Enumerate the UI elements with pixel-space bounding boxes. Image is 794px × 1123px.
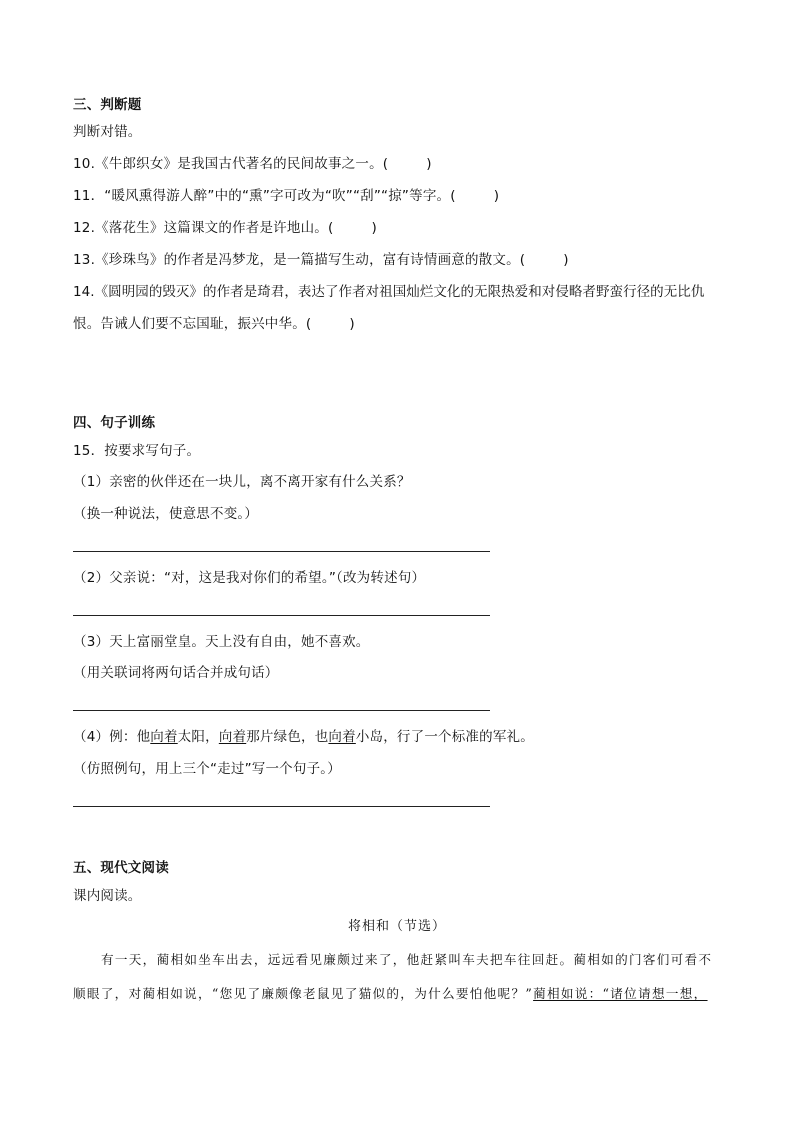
passage-text: 顺眼了，对蔺相如说，“您见了廉颇像老鼠见了猫似的，为什么要怕他呢？”: [73, 986, 534, 1001]
question-text: 12.《落花生》这篇课文的作者是许地山。(: [73, 220, 334, 236]
example-text: （4）例：他: [73, 729, 151, 745]
answer-line-3[interactable]: [73, 710, 490, 711]
question-text: 10.《牛郎织女》是我国古代著名的民间故事之一。(: [73, 156, 389, 172]
question-14-line-1: 14.《圆明园的毁灭》的作者是琦君，表达了作者对祖国灿烂文化的无限热爱和对侵略者野蛮行径的无比仇: [73, 284, 705, 300]
question-13: [73, 250, 569, 270]
close-paren: ): [371, 220, 377, 236]
question-12: [73, 218, 377, 238]
section-heading-judgment: 三、判断题: [73, 97, 142, 113]
close-paren: ): [563, 252, 569, 268]
question-15: 15．按要求写句子。: [73, 443, 201, 459]
subquestion-2: （2）父亲说：“对，这是我对你们的希望。”（改为转述句）: [73, 570, 426, 586]
underlined-word: 向着: [328, 729, 356, 745]
passage-title: 将相和（节选）: [347, 919, 446, 934]
section-heading-reading: 五、现代文阅读: [73, 860, 169, 876]
subquestion-4-requirement: （仿照例句，用上三个“走过”写一个句子。）: [73, 761, 341, 777]
subquestion-3-requirement: （用关联词将两句话合并成句话）: [73, 665, 279, 681]
close-paren: ): [426, 156, 432, 172]
passage-line-2: [73, 984, 708, 1004]
question-10: [73, 154, 432, 174]
passage-line-1: 有一天，蔺相如坐车出去，远远看见廉颇过来了，他赶紧叫车夫把车往回赶。蔺相如的门客们可看不: [101, 952, 713, 967]
underlined-passage-text: 蔺相如说：“诸位请想一想，: [533, 986, 708, 1001]
section-heading-sentence-training: 四、句子训练: [73, 415, 156, 431]
example-text: 那片绿色，也: [246, 729, 329, 745]
underlined-word: 向着: [218, 729, 247, 745]
question-11: [73, 186, 499, 206]
section-instruction: 判断对错。: [73, 124, 142, 140]
answer-line-4[interactable]: [73, 806, 490, 807]
subquestion-3: （3）天上富丽堂皇。天上没有自由，她不喜欢。: [73, 634, 370, 650]
close-paren: ): [493, 188, 500, 204]
question-text: 恨。告诫人们要不忘国耻，振兴中华。(: [73, 316, 312, 332]
example-text: 太阳，: [177, 729, 219, 745]
answer-line-1[interactable]: [73, 551, 490, 552]
subquestion-1-requirement: （换一种说法，使意思不变。）: [73, 506, 259, 522]
close-paren: ): [349, 316, 355, 332]
subquestion-4: [73, 727, 534, 747]
answer-line-2[interactable]: [73, 615, 490, 616]
example-text: 小岛，行了一个标准的军礼。: [355, 729, 534, 745]
section-instruction: 课内阅读。: [73, 888, 142, 904]
question-text: 13.《珍珠鸟》的作者是冯梦龙，是一篇描写生动，富有诗情画意的散文。(: [73, 252, 526, 268]
subquestion-1: （1）亲密的伙伴还在一块儿，离不离开家有什么关系？: [73, 474, 411, 490]
question-text: 11．“暖风熏得游人醉”中的“熏”字可改为“吹”“刮”“掠”等字。(: [73, 188, 456, 204]
question-14-line-2: [73, 314, 355, 334]
underlined-word: 向着: [150, 729, 178, 745]
